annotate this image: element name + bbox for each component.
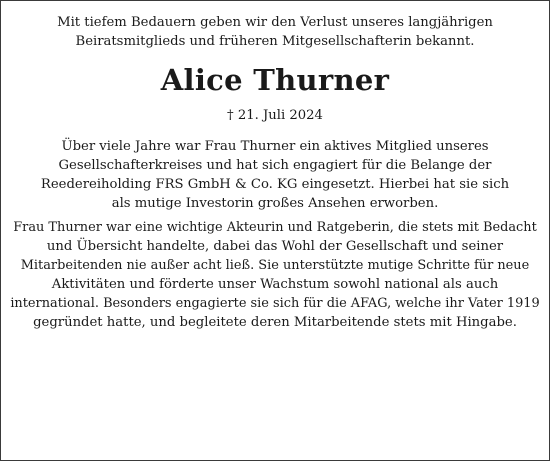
paragraph-2-line: Aktivitäten und förderte unser Wachstum sowohl national als auch	[51, 277, 499, 292]
paragraph-2-line: gegründet hatte, und begleitete deren Mitarbeitende stets mit Hingabe.	[33, 315, 517, 330]
deceased-name: Alice Thurner	[160, 63, 390, 97]
paragraph-1-line: Reedereiholding FRS GmbH & Co. KG eingesetzt. Hierbei hat sie sich	[40, 177, 510, 192]
paragraph-2-line: international. Besonders engagierte sie sich für die AFAG, welche ihr Vater 1919	[10, 296, 540, 311]
paragraph-1-line: Gesellschafterkreises und hat sich engagiert für die Belange der	[58, 158, 492, 173]
paragraph-2-line: Mitarbeitenden nie außer acht ließ. Sie unterstützte mutige Schritte für neue	[20, 258, 530, 273]
intro-line: Mit tiefem Bedauern geben wir den Verlust unseres langjährigen	[57, 15, 493, 30]
paragraph-2-line: Frau Thurner war eine wichtige Akteurin und Ratgeberin, die stets mit Bedacht	[13, 220, 537, 235]
paragraph-1-line: als mutige Investorin großes Ansehen erworben.	[111, 196, 439, 211]
paragraph-2-line: und Übersicht handelte, dabei das Wohl der Gesellschaft und seiner	[46, 239, 504, 254]
paragraph-1-line: Über viele Jahre war Frau Thurner ein aktives Mitglied unseres	[61, 139, 489, 154]
intro-line: Beiratsmitglieds und früheren Mitgesellschafterin bekannt.	[75, 34, 475, 49]
death-date: † 21. Juli 2024	[227, 108, 323, 123]
